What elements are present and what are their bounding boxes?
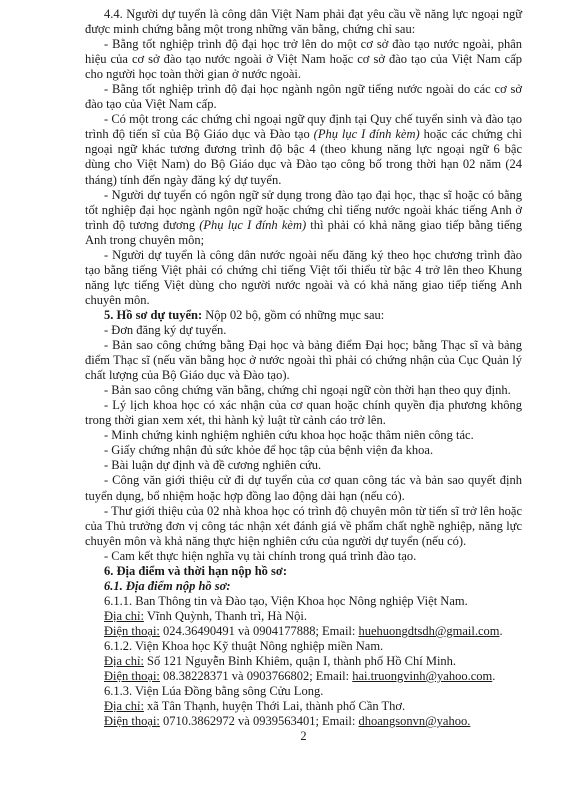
- dossier-item: - Thư giới thiệu của 02 nhà khoa học có trình độ chuyên môn từ tiến sĩ trở lên hoặc của Thủ trưởng đơn vị công tác nhận xét đánh giá về phẩm chất nghề nghiệp, năng lực chuyên môn và khả năng thực hiện nghiên cứu của người dự tuyển (nếu có).: [85, 503, 522, 548]
- address-value: Số 121 Nguyễn Bỉnh Khiêm, quận I, thành phố Hồ Chí Minh.: [143, 654, 457, 669]
- office-contact: [85, 669, 522, 684]
- appendix-reference: (Phụ lục I đính kèm): [313, 127, 420, 142]
- address-value: xã Tân Thạnh, huyện Thới Lai, thành phố Cần Thơ.: [143, 699, 406, 714]
- text-run: .: [499, 623, 503, 638]
- phone-label: Điện thoại:: [104, 623, 160, 638]
- language-requirement-item: - Bằng tốt nghiệp trình độ đại học ngành ngôn ngữ tiếng nước ngoài do các cơ sở đào tạo của Việt Nam cấp.: [85, 82, 522, 112]
- section-4-4-intro: 4.4. Người dự tuyển là công dân Việt Nam phải đạt yêu cầu về năng lực ngoại ngữ được minh chứng bằng một trong những văn bằng, chứng chỉ sau:: [85, 7, 522, 37]
- phone-label: Điện thoại:: [104, 669, 160, 684]
- dossier-item: - Đơn đăng ký dự tuyển.: [104, 322, 227, 337]
- dossier-item: - Minh chứng kinh nghiệm nghiên cứu khoa học hoặc thâm niên công tác.: [104, 428, 474, 443]
- section-6-1-heading: 6.1. Địa điểm nộp hồ sơ:: [104, 578, 231, 593]
- email-link[interactable]: hai.truongvinh@yahoo.com: [352, 669, 493, 684]
- phone-value: 0710.3862972 và 0939563401; Email:: [159, 714, 359, 729]
- office-name: 6.1.3. Viện Lúa Đồng bằng sông Cửu Long.: [104, 684, 324, 699]
- address-value: Vĩnh Quỳnh, Thanh trì, Hà Nội.: [143, 608, 307, 623]
- text-run: hoặc các chứng chỉ ngoại ngữ khác tương đương trình độ bậc 4 (theo khung năng lực ngoại ngữ 6 bậc dùng cho Việt Nam) do Bộ Giáo dục và Đào tạo công bố trong thời hạn 02 năm (24 tháng) tính đến ngày đăng ký dự tuyển.: [85, 127, 522, 187]
- text-run: - Có một trong các chứng chỉ ngoại ngữ quy định tại Quy chế tuyển sinh và đào tạo trình độ tiến sĩ của Bộ Giáo dục và Đào tạo: [85, 112, 522, 142]
- phone-value: 08.38228371 và 0903766802; Email:: [159, 669, 353, 684]
- dossier-item: - Giấy chứng nhận đủ sức khỏe để học tập của bệnh viện đa khoa.: [104, 443, 434, 458]
- text-run: .: [492, 669, 496, 684]
- email-link[interactable]: huehuongdtsdh@gmail.com: [358, 623, 500, 638]
- language-requirement-item: - Bằng tốt nghiệp trình độ đại học trở lên do một cơ sở đào tạo nước ngoài, phân hiệu của cơ sở đào tạo nước ngoài ở Việt Nam hoặc cơ sở đào tạo của Việt Nam cấp cho người học toàn thời gian ở nước ngoài.: [85, 37, 522, 82]
- office-address: [85, 654, 522, 669]
- section-5-heading: [85, 308, 522, 323]
- appendix-reference: (Phụ lục I đính kèm): [199, 217, 307, 232]
- office-name: 6.1.1. Ban Thông tin và Đào tạo, Viện Khoa học Nông nghiệp Việt Nam.: [104, 593, 468, 608]
- language-requirement-item: [85, 112, 522, 187]
- section-heading-label: 5. Hồ sơ dự tuyển:: [104, 307, 203, 322]
- phone-value: 024.36490491 và 0904177888; Email:: [159, 623, 359, 638]
- office-contact: [85, 624, 522, 639]
- address-label: Địa chỉ:: [104, 699, 144, 714]
- text-run: Nộp 02 bộ, gồm có những mục sau:: [202, 307, 385, 322]
- language-requirement-item: [85, 188, 522, 248]
- dossier-item: - Công văn giới thiệu cử đi dự tuyển của cơ quan công tác và bản sao quyết định tuyển dụng, bổ nhiệm hoặc hợp đồng lao động dài hạn (nếu có).: [85, 473, 522, 503]
- dossier-item: - Cam kết thực hiện nghĩa vụ tài chính trong quá trình đào tạo.: [104, 548, 417, 563]
- office-contact: [85, 714, 522, 729]
- dossier-item: - Bài luận dự định và đề cương nghiên cứu.: [104, 458, 322, 473]
- language-requirement-item: - Người dự tuyển là công dân nước ngoài nếu đăng ký theo học chương trình đào tạo bằng tiếng Việt phải có chứng chỉ tiếng Việt tối thiểu từ bậc 4 trở lên theo Khung năng lực tiếng Việt dùng cho người nước ngoài và có khả năng giao tiếp tiếng Anh chuyên môn.: [85, 247, 522, 307]
- email-link[interactable]: dhoangsonvn@yahoo.: [358, 714, 471, 729]
- dossier-item: - Bản sao công chứng văn bằng, chứng chỉ ngoại ngữ còn thời hạn theo quy định.: [104, 383, 511, 398]
- office-name: 6.1.2. Viện Khoa học Kỹ thuật Nông nghiệp miền Nam.: [104, 638, 384, 653]
- office-address: [85, 609, 522, 624]
- text-run: - Người dự tuyển có ngôn ngữ sử dụng trong đào tạo đại học, thạc sĩ hoặc có bằng tốt nghiệp đại học ngành ngôn ngữ hoặc chứng chỉ tiếng nước ngoài khác tiếng Anh ở trình độ tương đương: [85, 187, 522, 232]
- section-6-heading: 6. Địa điểm và thời hạn nộp hồ sơ:: [104, 563, 287, 578]
- phone-label: Điện thoại:: [104, 714, 160, 729]
- text-run: thì phải có khả năng giao tiếp bằng tiếng Anh trong chuyên môn;: [85, 217, 522, 247]
- page-number: 2: [300, 729, 307, 744]
- dossier-item: - Bản sao công chứng bằng Đại học và bảng điểm Đại học; bằng Thạc sĩ và bảng điểm Thạc sĩ (nếu văn bằng học ở nước ngoài thì phải có chứng nhận của Cục Quản lý chất lượng của Bộ Giáo dục và Đào tạo).: [85, 338, 522, 383]
- address-label: Địa chỉ:: [104, 608, 144, 623]
- dossier-item: - Lý lịch khoa học có xác nhận của cơ quan hoặc chính quyền địa phương không trong thời gian xem xét, thi hành kỷ luật từ cảnh cáo trở lên.: [85, 398, 522, 428]
- office-address: [85, 699, 522, 714]
- address-label: Địa chỉ:: [104, 654, 144, 669]
